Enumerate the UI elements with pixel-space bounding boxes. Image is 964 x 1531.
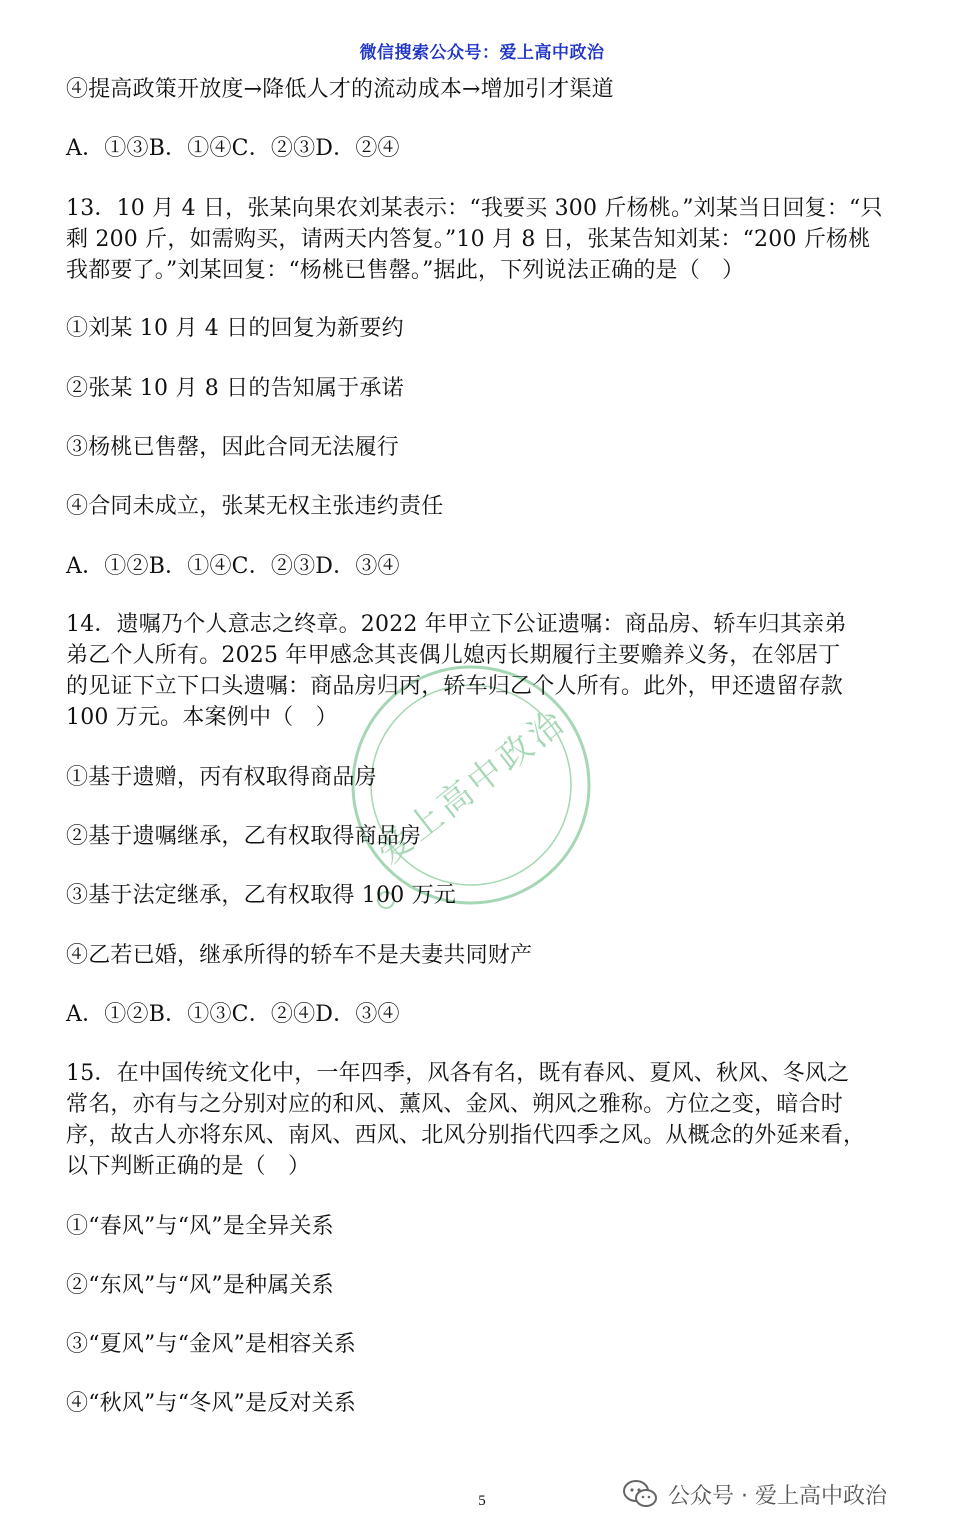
q12-answer-choices: A．①③B．①④C．②③D．②④: [66, 136, 400, 161]
watermark-text: 爱上高中政治: [370, 700, 575, 873]
q14-option-3: ③基于法定继承，乙有权取得 100 万元: [66, 883, 456, 908]
footer-brand-text: 公众号 · 爱上高中政治: [668, 1483, 887, 1509]
q14-option-1: ①基于遗赠，丙有权取得商品房: [66, 765, 377, 790]
q15-option-4: ④“秋风”与“冬风”是反对关系: [66, 1391, 356, 1416]
q13-stem: [66, 193, 900, 286]
q14-stem-line: 14．遗嘱乃个人意志之终章。2022 年甲立下公证遗嘱：商品房、轿车归其亲弟: [66, 612, 847, 637]
q13-stem-line: 13．10 月 4 日，张某向果农刘某表示：“我要买 300 斤杨桃。”刘某当日回复：“只: [66, 196, 883, 221]
q14-stem: [66, 609, 900, 733]
q14-stem-line: 100 万元。本案例中（ ）: [66, 705, 338, 730]
q15-stem-line: 以下判断正确的是（ ）: [66, 1154, 311, 1179]
q15-stem: [66, 1058, 900, 1182]
page-header: 微信搜索公众号：爱上高中政治: [359, 43, 605, 63]
q15-option-1: ①“春风”与“风”是全异关系: [66, 1214, 334, 1239]
q14-option-2: ②基于遗嘱继承，乙有权取得商品房: [66, 824, 422, 849]
q13-option-4: ④合同未成立，张某无权主张违约责任: [66, 494, 444, 519]
q14-option-4: ④乙若已婚，继承所得的轿车不是夫妻共同财产: [66, 943, 533, 968]
q15-option-3: ③“夏风”与“金风”是相容关系: [66, 1332, 356, 1357]
q15-option-2: ②“东风”与“风”是种属关系: [66, 1273, 334, 1298]
q14-answer-choices: A．①②B．①③C．②④D．③④: [66, 1002, 400, 1027]
q13-stem-line: 剩 200 斤，如需购买，请两天内答复。”10 月 8 日，张某告知刘某：“200 斤杨桃: [66, 227, 871, 252]
q12-option-4: ④提高政策开放度→降低人才的流动成本→增加引才渠道: [66, 77, 614, 102]
q13-option-1: ①刘某 10 月 4 日的回复为新要约: [66, 316, 404, 341]
q15-stem-line: 序，故古人亦将东风、南风、西风、北风分别指代四季之风。从概念的外延来看，: [66, 1123, 866, 1148]
footer-brand[interactable]: [622, 1477, 887, 1511]
q15-stem-line: 常名，亦有与之分别对应的和风、薰风、金风、朔风之雅称。方位之变，暗合时: [66, 1092, 844, 1117]
q13-answer-choices: A．①②B．①④C．②③D．③④: [66, 554, 400, 579]
q13-option-2: ②张某 10 月 8 日的告知属于承诺: [66, 376, 404, 401]
q14-stem-line: 的见证下立下口头遗嘱：商品房归丙，轿车归乙个人所有。此外，甲还遗留存款: [66, 674, 844, 699]
q13-option-3: ③杨桃已售罄，因此合同无法履行: [66, 435, 400, 460]
q13-stem-line: 我都要了。”刘某回复：“杨桃已售罄。”据此，下列说法正确的是（ ）: [66, 258, 745, 283]
q15-stem-line: 15．在中国传统文化中，一年四季，风各有名，既有春风、夏风、秋风、冬风之: [66, 1061, 850, 1086]
q14-stem-line: 弟乙个人所有。2025 年甲感念其丧偶儿媳丙长期履行主要赡养义务，在邻居丁: [66, 643, 841, 668]
page-number: 5: [478, 1493, 486, 1509]
wechat-icon: [622, 1479, 658, 1509]
